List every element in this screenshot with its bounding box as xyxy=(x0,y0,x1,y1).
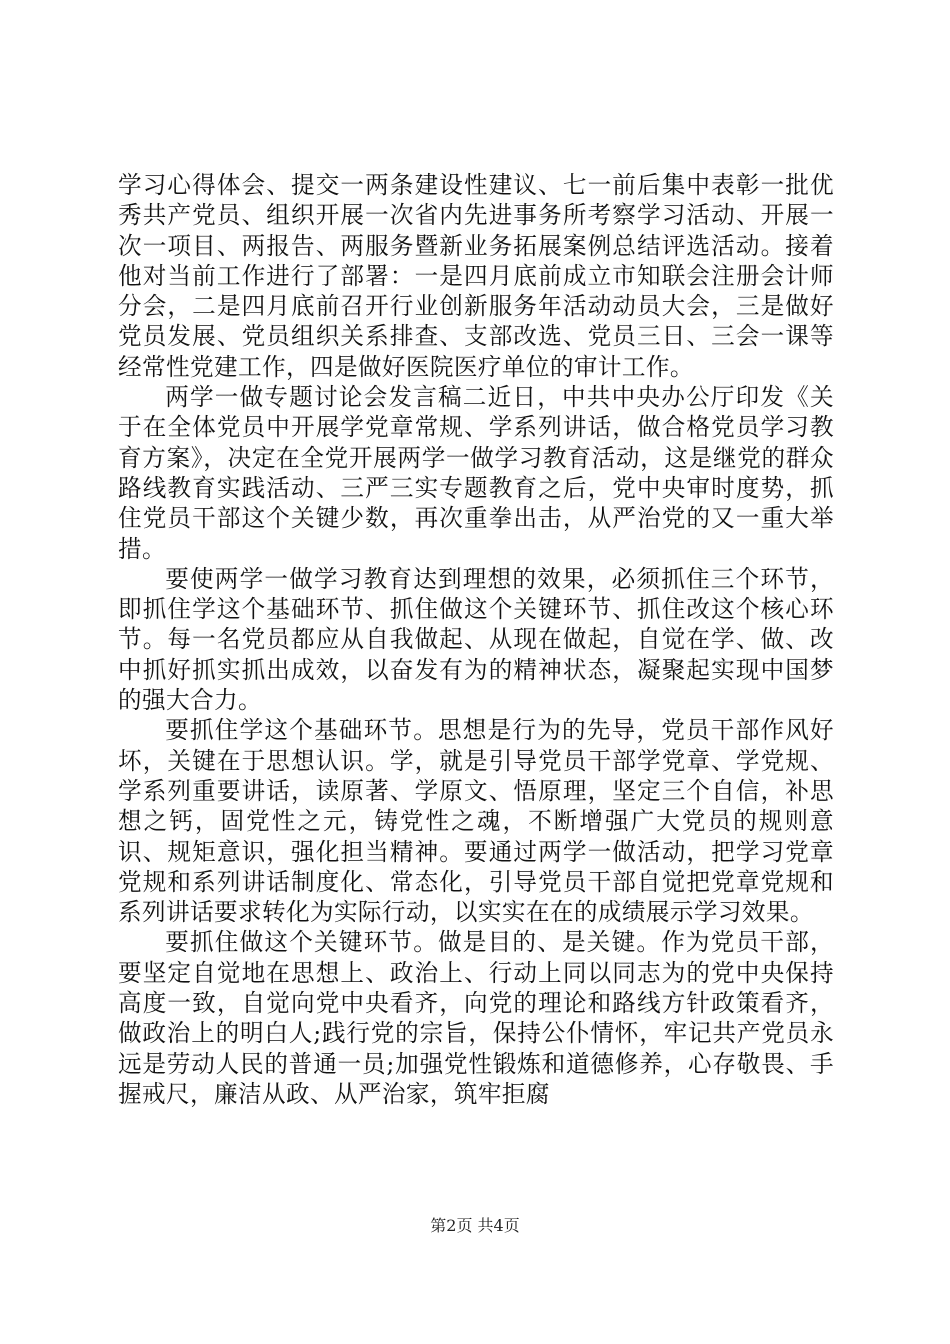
document-body xyxy=(118,170,834,1109)
paragraph-2: 两学一做专题讨论会发言稿二近日，中共中央办公厅印发《关于在全体党员中开展学党章常规、学系列讲话，做合格党员学习教育方案》，决定在全党开展两学一做学习教育活动，这是继党的群众路线教育实践活动、三严三实专题教育之后，党中央审时度势，抓住党员干部这个关键少数，再次重拳出击，从严治党的又一重大举措。 xyxy=(118,383,834,563)
paragraph-1: 学习心得体会、提交一两条建设性建议、七一前后集中表彰一批优秀共产党员、组织开展一次省内先进事务所考察学习活动、开展一次一项目、两报告、两服务暨新业务拓展案例总结评选活动。接着他对当前工作进行了部署：一是四月底前成立市知联会注册会计师分会，二是四月底前召开行业创新服务年活动动员大会，三是做好党员发展、党员组织关系排查、支部改选、党员三日、三会一课等经常性党建工作，四是做好医院医疗单位的审计工作。 xyxy=(118,171,834,381)
paragraph-5: 要抓住做这个关键环节。做是目的、是关键。作为党员干部，要坚定自觉地在思想上、政治上、行动上同以同志为的党中央保持高度一致，自觉向党中央看齐，向党的理论和路线方针政策看齐，做政治上的明白人;践行党的宗旨，保持公仆情怀，牢记共产党员永远是劳动人民的普通一员;加强党性锻炼和道德修养，心存敬畏、手握戒尺，廉洁从政、从严治家，筑牢拒腐 xyxy=(118,928,834,1108)
paragraph-3: 要使两学一做学习教育达到理想的效果，必须抓住三个环节，即抓住学这个基础环节、抓住做这个关键环节、抓住改这个核心环节。每一名党员都应从自我做起、从现在做起，自觉在学、做、改中抓好抓实抓出成效，以奋发有为的精神状态，凝聚起实现中国梦的强大合力。 xyxy=(118,564,834,715)
page-number-footer: 第2页 共4页 xyxy=(430,1216,520,1235)
paragraph-4: 要抓住学这个基础环节。思想是行为的先导，党员干部作风好坏，关键在于思想认识。学，就是引导党员干部学党章、学党规、学系列重要讲话，读原著、学原文、悟原理，坚定三个自信，补思想之钙，固党性之元，铸党性之魂，不断增强广大党员的规则意识、规矩意识，强化担当精神。要通过两学一做活动，把学习党章党规和系列讲话制度化、常态化，引导党员干部自觉把党章党规和系列讲话要求转化为实际行动，以实实在在的成绩展示学习效果。 xyxy=(118,716,834,927)
